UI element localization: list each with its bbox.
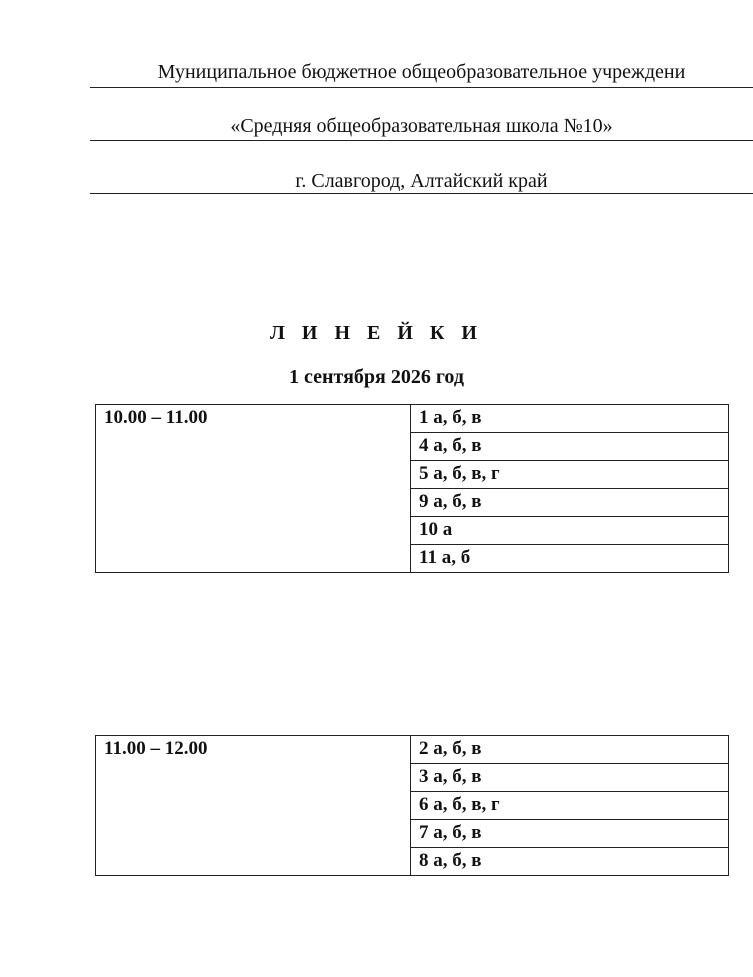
class-cell: 1 а, б, в (411, 405, 729, 433)
table-row (96, 405, 729, 433)
time-slot: 11.00 – 12.00 (96, 736, 411, 876)
organization-name: Муниципальное бюджетное общеобразовательное учреждени (157, 61, 686, 83)
header-rule (90, 193, 753, 194)
table-row (96, 736, 729, 764)
class-cell: 7 а, б, в (411, 820, 729, 848)
class-cell: 9 а, б, в (411, 489, 729, 517)
school-name: «Средняя общеобразовательная школа №10» (230, 115, 613, 137)
class-cell: 3 а, б, в (411, 764, 729, 792)
class-cell: 5 а, б, в, г (411, 461, 729, 489)
time-slot: 10.00 – 11.00 (96, 405, 411, 573)
class-cell: 4 а, б, в (411, 433, 729, 461)
header-rule (90, 140, 753, 141)
document-date: 1 сентября 2026 год (289, 366, 464, 388)
city-region: г. Славгород, Алтайский край (295, 170, 548, 192)
class-cell: 10 а (411, 517, 729, 545)
class-cell: 2 а, б, в (411, 736, 729, 764)
header-rule (90, 87, 753, 88)
schedule-table-1 (95, 404, 729, 573)
class-cell: 11 а, б (411, 545, 729, 573)
class-cell: 6 а, б, в, г (411, 792, 729, 820)
schedule-table-2 (95, 735, 729, 876)
class-cell: 8 а, б, в (411, 848, 729, 876)
document-title: Л И Н Е Й К И (270, 322, 483, 344)
